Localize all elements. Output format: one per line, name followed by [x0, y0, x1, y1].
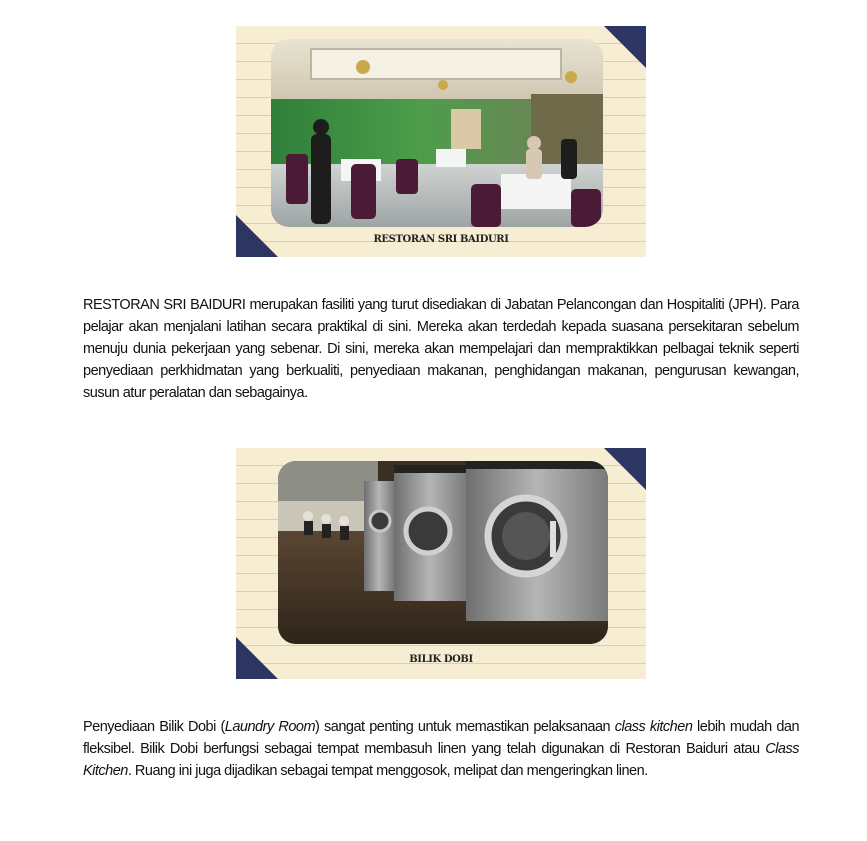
paragraph-text: . Ruang ini juga dijadikan sebagai tempat menggosok, melipat dan mengeringkan linen.	[127, 763, 648, 779]
laundry-description	[83, 716, 799, 782]
figure-caption: RESTORAN SRI BAIDURI	[373, 234, 509, 245]
restaurant-photo	[271, 39, 603, 227]
paragraph-italic-text: Laundry Room	[224, 719, 316, 735]
figure-caption: BILIK DOBI	[409, 654, 473, 665]
laundry-photo	[278, 461, 608, 644]
laundry-figure	[236, 448, 646, 679]
paragraph-text: Penyediaan Bilik Dobi (	[83, 719, 225, 735]
restaurant-figure	[236, 26, 646, 257]
paragraph-italic-text: Class Kitchen	[83, 741, 799, 779]
paragraph-text: ) sangat penting untuk memastikan pelaksanaan	[315, 719, 615, 735]
paragraph-text: lebih mudah dan fleksibel. Bilik Dobi berfungsi sebagai tempat membasuh linen yang telah digunakan di Restoran Baiduri atau	[83, 719, 800, 757]
corner-triangle-top-right	[604, 448, 646, 490]
restaurant-description: RESTORAN SRI BAIDURI merupakan fasiliti yang turut disediakan di Jabatan Pelancongan dan Hospitaliti (JPH). Para pelajar akan menjalani latihan secara praktikal di sini. Mereka akan terdedah kepada suasana persekitaran sebelum menuju dunia pekerjaan yang sebenar. Di sini, mereka akan mempelajari dan mempraktikkan pelbagai teknik seperti penyediaan perkhidmatan yang berkualiti, penyediaan makanan, penghidangan makanan, pengurusan kewangan, susun atur peralatan dan sebagainya.	[83, 297, 799, 401]
paragraph-italic-text: class kitchen	[614, 719, 693, 735]
corner-triangle-top-right	[604, 26, 646, 68]
